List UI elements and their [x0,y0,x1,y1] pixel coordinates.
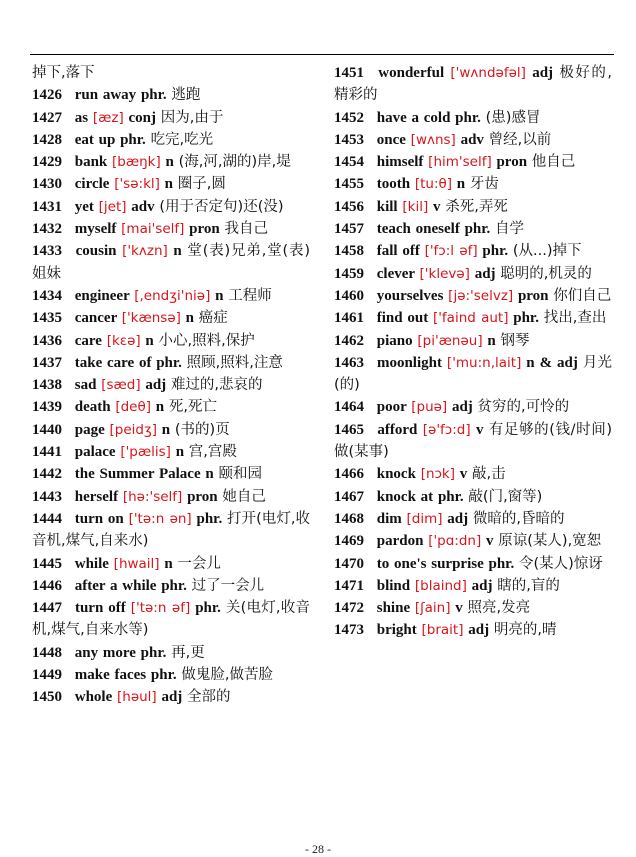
entry-definition: 圈子,圆 [177,176,226,193]
entry-phonetic: ['klevə] [419,265,470,282]
entry-definition: 微暗的,昏暗的 [472,510,565,527]
vocab-entry [32,151,310,173]
vocab-entry [32,419,310,441]
vocab-entry [334,530,612,552]
entry-phonetic: [kεə] [106,332,141,349]
entry-part-of-speech: phr. [140,644,167,661]
entry-part-of-speech: n [164,176,173,193]
entry-phonetic: [hwail] [113,555,160,572]
entry-number: 1458 [334,243,364,260]
entry-number: 1460 [334,287,364,304]
entry-phonetic: ['wʌndəfəl] [450,65,526,81]
vocab-entry [32,330,310,352]
entry-number: 1465 [334,421,364,438]
entry-number: 1456 [334,198,364,215]
vocab-entry [334,575,612,597]
entry-definition: 再,更 [171,644,205,661]
entry-number: 1467 [334,488,364,505]
entry-definition: 我自己 [224,221,268,238]
entry-phonetic: [peidʒ] [109,421,158,438]
entry-part-of-speech: adj [532,65,554,81]
vocab-entry [334,263,612,285]
entry-definition: 原谅(某人),宽恕 [498,533,602,550]
entry-word: shine [376,600,411,617]
entry-word: find out [376,310,429,327]
entry-word: eat up [74,131,116,148]
vocab-entry [32,553,310,575]
entry-phonetic: [ʃain] [414,600,451,617]
entry-phonetic: [blaind] [414,577,467,594]
vocab-entry [32,597,310,642]
entry-definition: 工程师 [228,287,272,304]
entry-word: turn off [74,600,126,617]
vocab-entry [334,330,612,352]
entry-part-of-speech: phr. [150,667,177,684]
entry-number: 1440 [32,421,62,438]
entry-definition: 癌症 [198,310,228,327]
entry-definition: 关(电灯,收音机,煤气,自来水等) [32,600,310,639]
vocab-entry [334,107,612,129]
entry-number: 1454 [334,154,364,171]
entry-number: 1459 [334,265,364,282]
entry-definition: 全部的 [187,689,231,706]
entry-definition: 敲(门,窗等) [468,488,543,505]
vocab-entry [32,463,310,485]
entry-number: 1436 [32,332,62,349]
entry-number: 1462 [334,332,364,349]
entry-phonetic: ['sə:kl] [114,176,160,193]
entry-part-of-speech: pron [187,488,218,505]
entry-definition: (书的)页 [174,421,230,438]
entry-phonetic: [sæd] [101,377,141,394]
entry-number: 1447 [32,600,62,617]
entry-part-of-speech: n [155,399,165,416]
entry-word: teach oneself [376,221,460,238]
entry-number: 1471 [334,577,364,594]
entry-definition: (从...)掉下 [512,243,582,260]
entry-phonetic: [həul] [117,689,157,706]
entry-part-of-speech: adv [460,131,484,148]
entry-word: care [74,332,102,349]
vocab-entry [32,84,310,106]
entry-part-of-speech: v [455,600,463,617]
entry-number: 1432 [32,221,62,238]
entry-definition: 极好的,精彩的 [334,65,613,104]
entry-phonetic: [puə] [411,399,448,416]
entry-definition: 曾经,以前 [488,131,552,148]
entry-word: afford [377,421,418,438]
entry-phonetic: ['tə:n ən] [128,510,192,527]
entry-word: moonlight [376,354,442,371]
entry-word: clever [376,265,415,282]
entry-definition: 逃跑 [171,87,201,104]
entry-part-of-speech: phr. [140,87,167,104]
entry-phonetic: ['faind aut] [432,310,509,327]
entry-number: 1461 [334,310,364,327]
entry-number: 1468 [334,510,364,527]
entry-phonetic: [pi'ænəu] [417,332,483,349]
entry-definition: 小心,照料,保护 [158,332,255,349]
entry-number: 1429 [32,154,62,171]
vocab-entry [334,597,612,619]
entry-phonetic: [ə'fɔ:d] [422,421,471,438]
entry-word: tooth [376,176,411,193]
entry-phonetic: ['kænsə] [121,310,181,327]
entry-part-of-speech: adj [145,377,167,394]
entry-number: 1452 [334,109,364,126]
entry-number: 1434 [32,287,62,304]
entry-word: kill [376,198,398,215]
entry-word: yourselves [376,287,444,304]
entry-part-of-speech: phr. [464,221,491,238]
entry-definition: (患)感冒 [485,109,541,126]
entry-word: knock [376,466,416,483]
entry-number: 1448 [32,644,62,661]
entry-phonetic: [tu:θ] [414,176,453,193]
vocab-entry [32,285,310,307]
entry-part-of-speech: adj [447,510,469,527]
vocab-entry [334,218,612,240]
entry-word: the Summer Palace [74,466,201,483]
entry-word: have a cold [376,109,451,126]
entry-number: 1435 [32,310,62,327]
entry-definition: 做鬼脸,做苦脸 [181,667,273,684]
entry-phonetic: [deθ] [115,399,152,416]
entry-number: 1445 [32,555,62,572]
entry-phonetic: [mai'self] [121,221,185,238]
entry-word: after a while [74,577,157,594]
entry-word: himself [376,154,424,171]
entry-part-of-speech: phr. [488,555,515,572]
vocab-entry [32,664,310,686]
vocab-entry [334,240,612,262]
entry-number: 1438 [32,377,62,394]
left-column [32,62,310,709]
entry-number: 1446 [32,577,62,594]
entry-phonetic: ['tə:n əf] [130,600,191,617]
vocab-entry [32,307,310,329]
entry-part-of-speech: n [173,243,182,260]
entry-word: myself [74,221,117,238]
entry-word: once [376,131,406,148]
vocab-entry [32,173,310,195]
entry-word: death [74,399,111,416]
entry-part-of-speech: adj [471,577,493,594]
entry-phonetic: [brait] [421,622,464,639]
entry-part-of-speech: pron [517,287,549,304]
entry-definition: 她自己 [222,488,266,505]
vocab-entry [32,441,310,463]
entry-word: cancer [74,310,117,327]
vocab-entry [32,575,310,597]
entry-word: turn on [74,510,124,527]
vocab-entry [334,285,612,307]
vocab-entry [32,508,310,553]
entry-part-of-speech: adj [451,399,473,416]
entry-definition: 颐和园 [218,466,262,483]
entry-number: 1439 [32,399,62,416]
entry-word: piano [376,332,413,349]
vocab-entry [334,307,612,329]
entry-part-of-speech: n [215,287,224,304]
entry-word: run away [74,87,137,104]
entry-part-of-speech: adj [161,689,183,706]
entry-part-of-speech: conj [128,109,156,126]
entry-definition: 掉下,落下 [32,65,95,81]
entry-word: dim [376,510,402,527]
entry-part-of-speech: phr. [482,243,509,260]
entry-word: as [74,109,89,126]
entry-word: poor [376,399,407,416]
entry-number: 1472 [334,600,364,617]
vocab-entry [334,196,612,218]
vocab-entry [334,62,612,107]
entry-phonetic: [dim] [406,510,443,527]
entry-phonetic: ['pælis] [120,444,171,461]
entry-part-of-speech: pron [496,154,528,171]
vocab-entry [32,352,310,374]
entry-word: palace [74,444,116,461]
entry-definition: 有足够的(钱/时间)做(某事) [334,421,613,461]
entry-word: bright [376,622,417,639]
entry-number: 1433 [32,243,62,260]
entry-word: make faces [74,667,147,684]
entry-number: 1443 [32,488,62,505]
entry-word: pardon [376,533,424,550]
vocab-entry [32,642,310,664]
entry-word: blind [376,577,411,594]
entry-part-of-speech: n & adj [526,354,578,371]
vocab-entry [334,486,612,508]
entry-word: circle [74,176,110,193]
entry-word: yet [74,198,94,215]
entry-part-of-speech: v [432,198,441,215]
entry-number: 1431 [32,198,62,215]
entry-definition: 月光(的) [334,354,613,394]
entry-part-of-speech: phr. [513,310,539,327]
entry-definition: 钢琴 [500,332,530,349]
entry-number: 1457 [334,221,364,238]
top-rule [30,54,614,55]
entry-number: 1453 [334,131,364,148]
entry-word: bank [74,154,108,171]
entry-definition: (海,河,湖的)岸,堤 [178,154,291,171]
entry-part-of-speech: phr. [161,577,187,594]
entry-number: 1473 [334,622,364,639]
entry-definition: 打开(电灯,收音机,煤气,自来水) [32,510,311,550]
vocab-entry [334,619,612,641]
vocab-entry [32,686,310,708]
entry-definition: 明亮的,晴 [493,622,557,639]
entry-part-of-speech: phr. [455,109,481,126]
entry-phonetic: [hə:'self] [122,488,183,505]
entry-phonetic: [,endʒi'niə] [134,287,211,304]
entry-number: 1463 [334,354,364,371]
vocab-entry [32,129,310,151]
vocab-entry [32,107,310,129]
entry-word: page [74,421,105,438]
entry-definition: 瞎的,盲的 [497,577,560,594]
vocab-entry [334,173,612,195]
entry-definition: 贫穷的,可怜的 [477,399,570,416]
entry-part-of-speech: n [165,154,174,171]
entry-part-of-speech: v [459,466,468,483]
entry-phonetic: [jə:'selvz] [448,287,514,304]
entry-part-of-speech: n [185,310,195,327]
entry-number: 1449 [32,667,62,684]
entry-part-of-speech: n [487,332,496,349]
entry-phonetic: [wʌns] [410,131,456,148]
entry-definition: 他自己 [531,154,576,171]
entry-definition: 敲,击 [472,466,506,483]
entry-part-of-speech: phr. [195,600,221,617]
entry-word: engineer [74,287,130,304]
vocab-entry [334,396,612,418]
entry-number: 1426 [32,87,62,104]
entry-number: 1470 [334,555,364,572]
entry-part-of-speech: v [486,533,494,550]
entry-phonetic: [kil] [402,198,429,215]
entry-part-of-speech: phr. [156,354,182,371]
entry-definition: 找出,查出 [543,310,607,327]
vocab-entry [334,553,612,575]
entry-word: herself [74,488,119,505]
entry-word: cousin [75,243,117,260]
entry-number: 1464 [334,399,364,416]
entry-word: any more [74,644,136,661]
entry-number: 1441 [32,444,62,461]
entry-number: 1430 [32,176,62,193]
entry-part-of-speech: n [161,421,171,438]
entry-phonetic: ['mu:n,lait] [446,354,522,371]
entry-number: 1450 [32,689,62,706]
vocab-entry [334,151,612,173]
entry-number: 1442 [32,466,62,483]
vocab-entry [334,129,612,151]
entry-number: 1451 [334,65,364,81]
vocab-entry [334,463,612,485]
entry-definition: 过了一会儿 [191,577,265,594]
entry-number: 1466 [334,466,364,483]
entry-part-of-speech: phr. [120,131,146,148]
vocab-entry [334,508,612,530]
entry-number: 1455 [334,176,364,193]
entry-word: take care of [74,354,152,371]
entry-definition: 难过的,悲哀的 [170,377,263,394]
entry-part-of-speech: n [205,466,214,483]
entry-word: sad [74,377,97,394]
entry-word: knock at [376,488,434,505]
entry-part-of-speech: adj [468,622,490,639]
entry-phonetic: [bæŋk] [112,154,161,171]
page-number: - 28 - [305,842,331,856]
entry-definition: 你们自己 [553,287,612,304]
entry-phonetic: ['kʌzn] [122,243,168,260]
entry-definition: 令(某人)惊讶 [518,555,603,572]
entry-definition: 死,死亡 [168,399,217,416]
vocab-entry [32,240,310,285]
entry-part-of-speech: n [145,332,154,349]
entry-part-of-speech: pron [189,221,220,238]
entry-definition: 堂(表)兄弟,堂(表)姐妹 [32,243,311,282]
entry-number: 1437 [32,354,62,371]
entry-part-of-speech: adj [474,265,496,282]
entry-definition: 照顾,照料,注意 [186,354,283,371]
entry-word: to one's surprise [376,555,484,572]
entry-definition: 因为,由于 [160,109,224,126]
entry-definition: 一会儿 [177,555,221,572]
entry-definition: 自学 [495,221,525,238]
entry-phonetic: ['pɑ:dn] [428,533,482,550]
vocab-entry [32,62,310,84]
entry-phonetic: [jet] [98,198,127,215]
entry-word: while [74,555,109,572]
entry-word: whole [74,689,113,706]
vocab-entry [334,419,612,464]
entry-phonetic: [him'self] [428,154,492,171]
entry-number: 1427 [32,109,62,126]
vocab-entry [32,218,310,240]
entry-definition: 牙齿 [469,176,499,193]
entry-definition: 照亮,发亮 [467,600,531,617]
entry-part-of-speech: adv [131,198,155,215]
entry-word: wonderful [378,65,445,81]
entry-number: 1444 [32,510,62,527]
entry-definition: 杀死,弄死 [445,198,508,215]
entry-part-of-speech: phr. [437,488,464,505]
entry-word: fall off [376,243,420,260]
vocab-entry [32,196,310,218]
vocab-entry [32,374,310,396]
entry-phonetic: [nɔk] [420,466,456,483]
vocab-entry [32,396,310,418]
vocab-entry [334,352,612,397]
entry-part-of-speech: n [175,444,185,461]
entry-phonetic: [æz] [92,109,124,126]
entry-definition: 吃完,吃光 [150,131,214,148]
entry-definition: 聪明的,机灵的 [500,265,592,282]
entry-phonetic: ['fɔ:l əf] [424,243,478,260]
entry-number: 1469 [334,533,364,550]
right-column [334,62,612,642]
entry-number: 1428 [32,131,62,148]
entry-part-of-speech: v [475,421,484,438]
entry-part-of-speech: n [164,555,173,572]
entry-part-of-speech: n [456,176,466,193]
vocab-entry [32,486,310,508]
entry-definition: 宫,宫殿 [188,444,237,461]
entry-definition: (用于否定句)还(没) [159,198,284,215]
entry-part-of-speech: phr. [196,510,223,527]
